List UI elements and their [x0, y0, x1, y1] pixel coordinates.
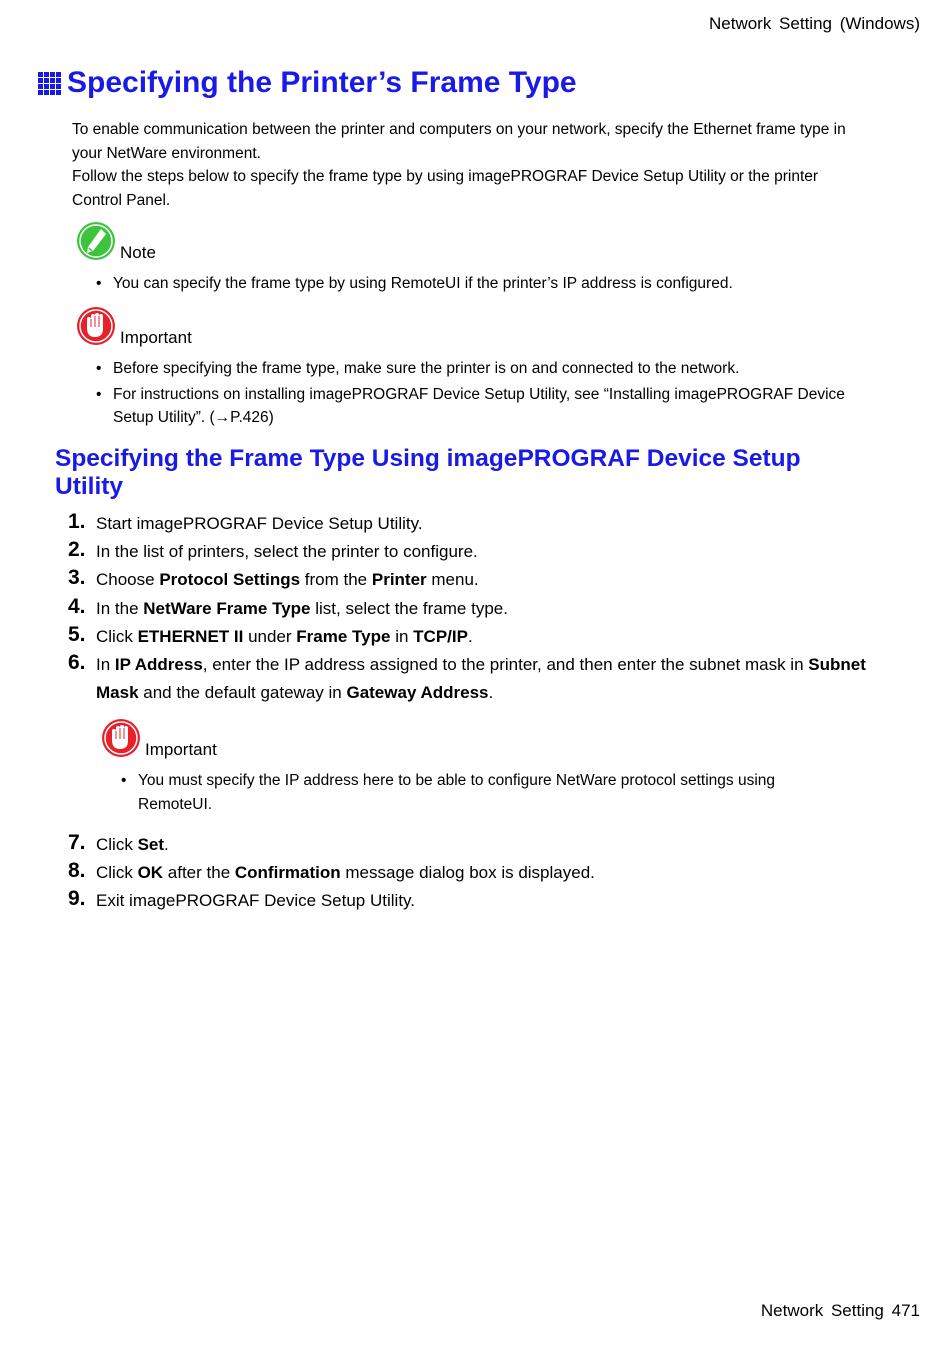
steps-list — [68, 831, 896, 916]
note-label: Note — [120, 243, 156, 262]
step-text: Click — [96, 626, 138, 646]
ui-term: Set — [137, 835, 165, 854]
step-number: 1. — [68, 510, 86, 533]
step-number: 8. — [68, 859, 86, 883]
ui-term: ETHERNET II — [137, 626, 244, 646]
step-item — [68, 510, 896, 538]
step-number: 2. — [68, 538, 86, 562]
step-text: Click — [96, 835, 138, 854]
step-number: 6. — [68, 651, 86, 675]
step-text: and the default gateway in — [138, 683, 347, 703]
ui-term: NetWare Frame Type — [143, 598, 311, 618]
ui-term: Frame Type — [296, 626, 391, 646]
step-text: Start imagePROGRAF Device Setup Utility. — [96, 514, 423, 533]
important-label: Important — [145, 740, 217, 759]
step-number: 5. — [68, 622, 86, 646]
step-text: . — [164, 835, 169, 854]
step-text: in — [390, 626, 414, 646]
step-item — [68, 566, 896, 594]
step-text: In — [96, 655, 115, 675]
ui-term: Protocol Settings — [159, 570, 301, 590]
ui-term: TCP/IP — [413, 626, 468, 646]
running-header-title: Network Setting (Windows) — [708, 14, 920, 33]
step-number: 9. — [68, 887, 86, 911]
important-item: • You must specify the IP address here to be able to configure NetWare protocol settings using RemoteUI. — [121, 769, 851, 816]
step-text: after the — [163, 863, 235, 883]
step-text: Exit imagePROGRAF Device Setup Utility. — [96, 891, 415, 911]
hand-stop-icon — [76, 306, 116, 346]
step-text: . — [488, 683, 494, 703]
section-heading: Specifying the Frame Type Using imagePROGRAF Device Setup Utility — [55, 445, 801, 500]
step-text: Choose — [96, 570, 160, 590]
intro-text — [72, 118, 872, 212]
step-text: In the list of printers, select the printer to configure. — [96, 542, 478, 562]
note-list — [96, 272, 876, 298]
step-text: . — [467, 626, 473, 646]
step-item — [68, 623, 896, 651]
hand-stop-icon — [101, 718, 141, 758]
step-item — [68, 651, 896, 707]
intro-paragraph: To enable communication between the printer and computers on your network, specify the Ethernet frame type in your NetWare environment. — [72, 121, 846, 162]
ui-term: Subnet Mask — [96, 655, 866, 703]
important-list — [96, 357, 876, 432]
note-heading — [76, 221, 156, 261]
running-header — [709, 14, 920, 34]
note-item: • You can specify the frame type by using RemoteUI if the printer’s IP address is configured. — [96, 272, 876, 296]
important-list — [121, 769, 851, 818]
important-heading — [76, 306, 192, 346]
important-label: Important — [120, 328, 192, 347]
ui-term: Printer — [371, 570, 427, 590]
pencil-icon — [76, 221, 116, 261]
page-number: 471 — [891, 1301, 920, 1320]
step-number: 4. — [68, 594, 86, 618]
step-text: under — [243, 626, 297, 646]
important-item: • For instructions on installing imagePROGRAF Device Setup Utility, see “Installing imagePROGRAF Device Setup Utility”. (→P.426) — [96, 383, 876, 430]
running-footer — [761, 1301, 920, 1321]
important-heading — [101, 718, 217, 758]
ui-term: OK — [137, 863, 164, 883]
important-item: • Before specifying the frame type, make sure the printer is on and connected to the network. — [96, 357, 876, 381]
ui-term: Gateway Address — [346, 683, 489, 703]
step-text: from the — [300, 570, 372, 590]
step-text: menu. — [426, 570, 479, 590]
step-text: , enter the IP address assigned to the printer, and then enter the subnet mask in — [202, 655, 809, 675]
step-item — [68, 595, 896, 623]
footer-section: Network Setting — [760, 1301, 884, 1320]
step-text: list, select the frame type. — [310, 598, 508, 618]
ui-term: Confirmation — [234, 863, 341, 883]
step-text: Click — [96, 863, 138, 883]
page-title-text: Specifying the Printer’s Frame Type — [67, 66, 577, 99]
step-text: message dialog box is displayed. — [340, 863, 595, 883]
step-number: 7. — [68, 831, 86, 854]
steps-list — [68, 510, 896, 707]
step-number: 3. — [68, 566, 86, 590]
step-item — [68, 887, 896, 915]
step-item — [68, 538, 896, 566]
step-text: In the — [96, 598, 144, 618]
step-item — [68, 859, 896, 887]
step-item — [68, 831, 896, 859]
intro-paragraph: Follow the steps below to specify the frame type by using imagePROGRAF Device Setup Utility or the printer Control Panel. — [72, 168, 819, 209]
ui-term: IP Address — [114, 655, 203, 675]
section-grid-icon — [38, 72, 61, 95]
page-title — [38, 66, 577, 100]
